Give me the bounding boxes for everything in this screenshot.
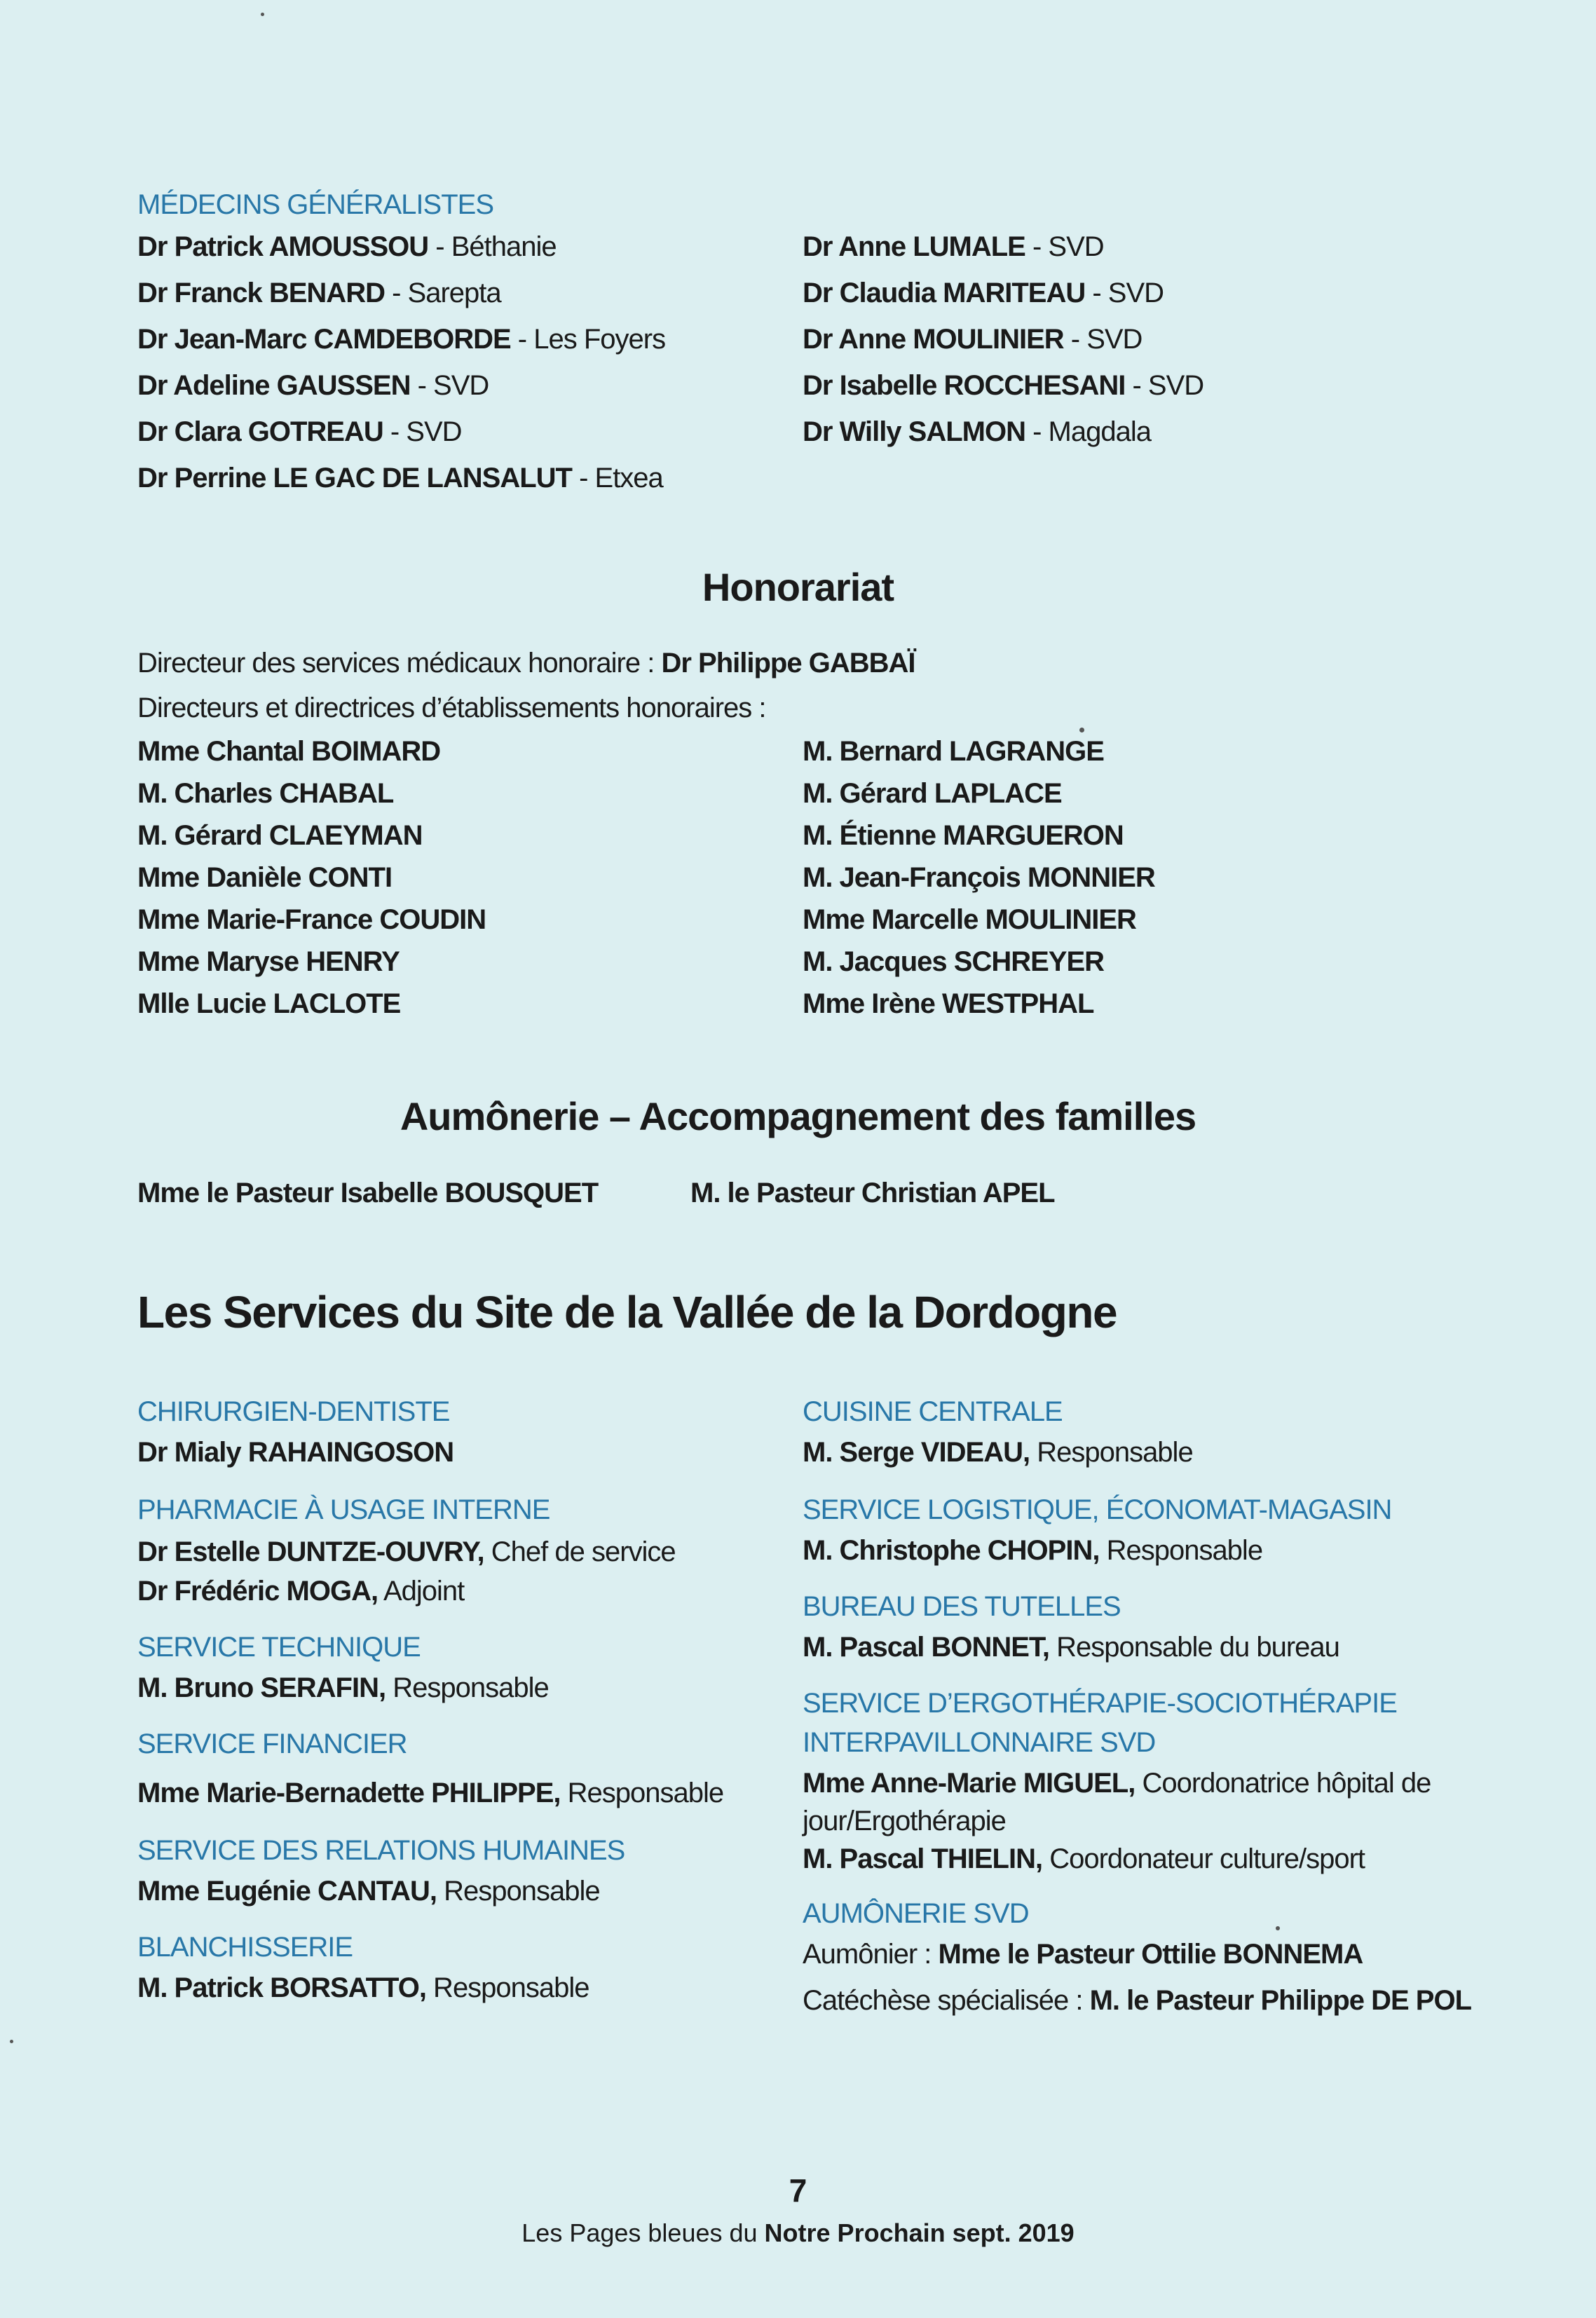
financier-label: SERVICE FINANCIER bbox=[137, 1729, 407, 1759]
list-item: M. Gérard CLAEYMAN bbox=[137, 820, 423, 851]
list-item: M. Jean-François MONNIER bbox=[803, 862, 1155, 893]
list-item: Dr Franck BENARD - Sarepta bbox=[137, 278, 501, 308]
list-item: Dr Clara GOTREAU - SVD bbox=[137, 416, 462, 447]
directeur-honoraire-label: Directeur des services médicaux honoraire : bbox=[137, 648, 662, 679]
list-item: Dr Claudia MARITEAU - SVD bbox=[803, 278, 1164, 308]
blanchisserie-label: BLANCHISSERIE bbox=[137, 1932, 353, 1963]
ergo-line-1-cont: jour/Ergothérapie bbox=[803, 1806, 1006, 1836]
aumonerie-svd-line-2: Catéchèse spécialisée : M. le Pasteur Philippe DE POL bbox=[803, 1985, 1472, 2016]
list-item: Dr Perrine LE GAC DE LANSALUT - Etxea bbox=[137, 463, 663, 493]
technique-line: M. Bruno SERAFIN, Responsable bbox=[137, 1672, 549, 1703]
list-item: M. Bernard LAGRANGE bbox=[803, 736, 1104, 767]
list-item: Mlle Lucie LACLOTE bbox=[137, 988, 401, 1019]
list-item: Dr Anne LUMALE - SVD bbox=[803, 231, 1104, 262]
aumonerie-title: Aumônerie – Accompagnement des familles bbox=[400, 1094, 1196, 1138]
list-item: Mme Marie-France COUDIN bbox=[137, 904, 486, 935]
logistique-line: M. Christophe CHOPIN, Responsable bbox=[803, 1535, 1263, 1566]
directeurs-honoraires-label: Directeurs et directrices d’établissements honoraires : bbox=[137, 693, 766, 723]
tutelles-line: M. Pascal BONNET, Responsable du bureau bbox=[803, 1632, 1339, 1663]
print-speck bbox=[10, 2040, 13, 2043]
list-item: Dr Jean-Marc CAMDEBORDE - Les Foyers bbox=[137, 324, 666, 355]
list-item: M. Gérard LAPLACE bbox=[803, 778, 1062, 809]
print-speck bbox=[1276, 1926, 1280, 1930]
list-item: Dr Willy SALMON - Magdala bbox=[803, 416, 1151, 447]
ergo-label-2: INTERPAVILLONNAIRE SVD bbox=[803, 1727, 1156, 1758]
financier-line: Mme Marie-Bernadette PHILIPPE, Responsable bbox=[137, 1778, 724, 1808]
pharmacie-line-1: Dr Estelle DUNTZE-OUVRY, Chef de service bbox=[137, 1536, 676, 1567]
aumonerie-right-name: M. le Pasteur Christian APEL bbox=[690, 1178, 1055, 1208]
medecins-label: MÉDECINS GÉNÉRALISTES bbox=[137, 189, 494, 220]
directeur-honoraire-name: Dr Philippe GABBAÏ bbox=[661, 648, 915, 679]
tutelles-label: BUREAU DES TUTELLES bbox=[803, 1591, 1121, 1622]
chirurgien-label: CHIRURGIEN-DENTISTE bbox=[137, 1396, 450, 1427]
pharmacie-label: PHARMACIE À USAGE INTERNE bbox=[137, 1494, 550, 1525]
aumonerie-svd-label: AUMÔNERIE SVD bbox=[803, 1898, 1029, 1929]
directeur-honoraire-line bbox=[137, 648, 915, 679]
list-item: Dr Anne MOULINIER - SVD bbox=[803, 324, 1143, 355]
cuisine-line: M. Serge VIDEAU, Responsable bbox=[803, 1437, 1193, 1468]
logistique-label: SERVICE LOGISTIQUE, ÉCONOMAT-MAGASIN bbox=[803, 1494, 1392, 1525]
list-item: M. Charles CHABAL bbox=[137, 778, 394, 809]
chirurgien-name: Dr Mialy RAHAINGOSON bbox=[137, 1437, 454, 1468]
list-item: M. Jacques SCHREYER bbox=[803, 946, 1105, 977]
footer-caption: Les Pages bleues du Notre Prochain sept. 2019 bbox=[521, 2218, 1075, 2247]
rh-label: SERVICE DES RELATIONS HUMAINES bbox=[137, 1835, 625, 1866]
print-speck bbox=[1079, 728, 1084, 732]
list-item: M. Étienne MARGUERON bbox=[803, 820, 1124, 851]
blanchisserie-line: M. Patrick BORSATTO, Responsable bbox=[137, 1972, 589, 2003]
page-number: 7 bbox=[789, 2172, 807, 2209]
technique-label: SERVICE TECHNIQUE bbox=[137, 1632, 421, 1663]
aumonerie-svd-line-1: Aumônier : Mme le Pasteur Ottilie BONNEMA bbox=[803, 1939, 1363, 1970]
honorariat-title: Honorariat bbox=[702, 565, 894, 609]
ergo-label-1: SERVICE D’ERGOTHÉRAPIE-SOCIOTHÉRAPIE bbox=[803, 1688, 1397, 1719]
pharmacie-line-2: Dr Frédéric MOGA, Adjoint bbox=[137, 1576, 465, 1607]
ergo-line-2: M. Pascal THIELIN, Coordonateur culture/sport bbox=[803, 1843, 1365, 1874]
list-item: Mme Marcelle MOULINIER bbox=[803, 904, 1136, 935]
list-item: Mme Danièle CONTI bbox=[137, 862, 393, 893]
cuisine-label: CUISINE CENTRALE bbox=[803, 1396, 1063, 1427]
print-speck bbox=[261, 13, 264, 16]
list-item: Mme Irène WESTPHAL bbox=[803, 988, 1094, 1019]
list-item: Dr Isabelle ROCCHESANI - SVD bbox=[803, 370, 1204, 401]
ergo-line-1: Mme Anne-Marie MIGUEL, Coordonatrice hôpital de bbox=[803, 1768, 1431, 1799]
list-item: Dr Patrick AMOUSSOU - Béthanie bbox=[137, 231, 557, 262]
list-item: Mme Chantal BOIMARD bbox=[137, 736, 441, 767]
list-item: Dr Adeline GAUSSEN - SVD bbox=[137, 370, 489, 401]
rh-line: Mme Eugénie CANTAU, Responsable bbox=[137, 1876, 600, 1907]
aumonerie-left-name: Mme le Pasteur Isabelle BOUSQUET bbox=[137, 1178, 599, 1208]
services-title: Les Services du Site de la Vallée de la Dordogne bbox=[137, 1287, 1117, 1337]
list-item: Mme Maryse HENRY bbox=[137, 946, 400, 977]
